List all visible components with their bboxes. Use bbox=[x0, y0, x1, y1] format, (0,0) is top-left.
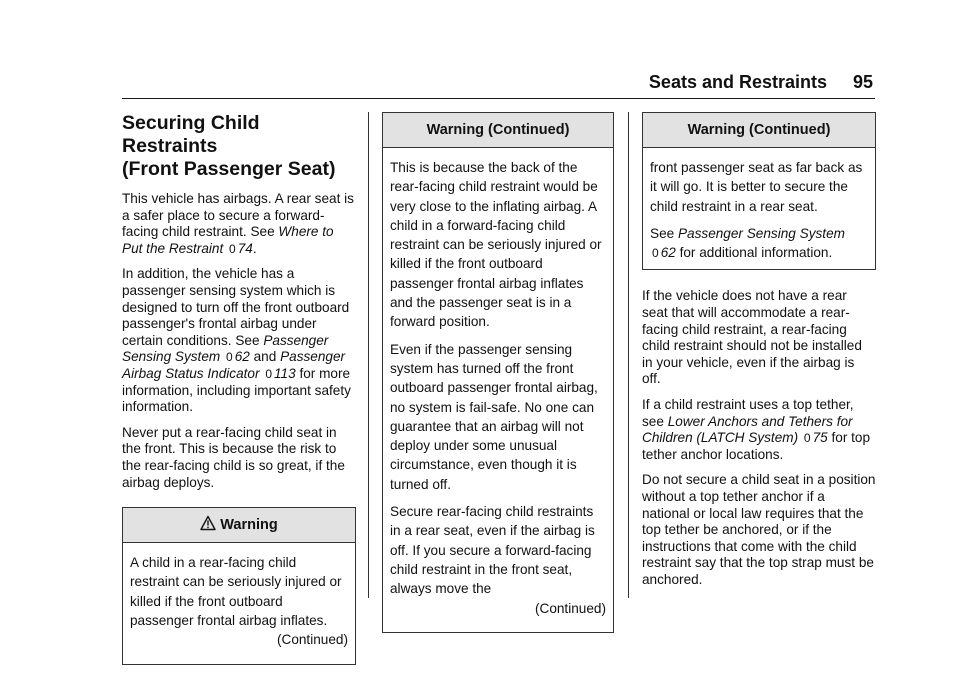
warning-body bbox=[643, 148, 875, 269]
paragraph: Do not secure a child seat in a position without a top tether anchor if a national or local law requires that the top tether be anchored, or if the instructions that come with the child restraint say that the top strap must be anchored. bbox=[642, 472, 876, 587]
paragraph-text: for more information, including important safety information. bbox=[122, 365, 351, 415]
warning-box-continued bbox=[642, 112, 876, 270]
paragraph-text: This vehicle has airbags. A rear seat is a safer place to secure a forward-facing child restraint. See bbox=[122, 191, 354, 240]
section-title: Seats and Restraints bbox=[648, 72, 827, 92]
warning-body bbox=[123, 543, 355, 663]
continued-label: (Continued) bbox=[276, 632, 348, 648]
column-divider bbox=[628, 112, 629, 598]
cross-reference-link[interactable]: Passenger Airbag Status Indicator bbox=[122, 349, 346, 381]
warning-paragraph: This is because the back of the rear-facing child restraint would be very close to the inflating airbag. A child in a forward-facing child restraint can be seriously injured or killed if the front outboard passenger frontal airbag inflates and the passenger seat is in a forward position. bbox=[390, 160, 602, 330]
column-right bbox=[642, 112, 876, 598]
warning-box bbox=[122, 507, 356, 664]
column-left bbox=[122, 112, 356, 665]
warning-triangle-icon bbox=[200, 515, 216, 531]
paragraph-text: If a child restraint uses a top tether, see bbox=[642, 397, 854, 429]
warning-paragraph: front passenger seat as far back as it will go. It is better to secure the child restraint in a rear seat. bbox=[650, 160, 863, 214]
paragraph-text: See bbox=[650, 225, 675, 241]
warning-paragraph: Secure rear-facing child restraints in a rear seat, even if the airbag is off. If you secure a forward-facing child restraint in the front seat, always move the bbox=[390, 504, 595, 597]
paragraph: If the vehicle does not have a rear seat that will accommodate a rear-facing child restraint, a rear-facing child restraint should not be installed in your vehicle, even if the airbag is off. bbox=[642, 288, 862, 387]
page-ref-arrow-icon: 0 bbox=[652, 246, 659, 261]
page-number: 95 bbox=[852, 72, 873, 92]
body-text bbox=[642, 288, 876, 588]
page-ref-arrow-icon: 0 bbox=[229, 241, 236, 256]
warning-paragraph: Even if the passenger sensing system has turned off the front outboard passenger frontal airbag, no system is fail-safe. No one can guarantee that an airbag will not deploy under some unusual circumstance, even though it is turned off. bbox=[390, 341, 598, 492]
paragraph-text: . bbox=[252, 240, 257, 256]
heading-line-1: Securing Child Restraints bbox=[122, 112, 260, 157]
paragraph bbox=[642, 397, 876, 463]
page-header bbox=[122, 70, 875, 99]
warning-box-continued bbox=[382, 112, 614, 633]
reference-page[interactable]: 74 bbox=[237, 240, 253, 256]
reference-page[interactable]: 75 bbox=[812, 430, 828, 446]
paragraph-text: and bbox=[253, 349, 277, 365]
paragraph-text: In addition, the vehicle has a passenger sensing system which is designed to turn off the front outboard passenger's frontal airbag under certain conditions. See bbox=[122, 266, 350, 348]
warning-text: A child in a rear-facing child restraint can be seriously injured or killed if the front outboard passenger frontal airbag inflates. bbox=[130, 555, 342, 628]
continued-label: (Continued) bbox=[534, 600, 606, 616]
page-ref-arrow-icon: 0 bbox=[226, 350, 233, 365]
reference-page[interactable]: 62 bbox=[234, 349, 250, 365]
paragraph bbox=[122, 191, 356, 257]
heading-line-2: (Front Passenger Seat) bbox=[122, 158, 336, 180]
paragraph-text: for additional information. bbox=[679, 245, 833, 261]
section-heading bbox=[122, 112, 356, 181]
page-ref-arrow-icon: 0 bbox=[265, 366, 272, 381]
warning-paragraph bbox=[650, 224, 868, 264]
paragraph: Never put a rear-facing child seat in the front. This is because the risk to the rear-facing child is so great, if the airbag deploys. bbox=[122, 424, 345, 490]
column-middle bbox=[382, 112, 614, 633]
cross-reference-link[interactable]: Where to Put the Restraint bbox=[122, 224, 334, 256]
cross-reference-link[interactable]: Passenger Sensing System bbox=[677, 225, 845, 241]
page-ref-arrow-icon: 0 bbox=[803, 431, 811, 446]
cross-reference-link[interactable]: Passenger Sensing System bbox=[122, 332, 329, 365]
warning-title bbox=[123, 508, 355, 543]
column-divider bbox=[368, 112, 369, 598]
reference-page[interactable]: 113 bbox=[274, 365, 296, 381]
warning-title: Warning (Continued) bbox=[383, 113, 613, 148]
reference-page[interactable]: 62 bbox=[660, 245, 676, 261]
paragraph-text: for top tether anchor locations. bbox=[642, 430, 871, 462]
warning-title-text: Warning bbox=[220, 517, 278, 534]
warning-title: Warning (Continued) bbox=[643, 113, 875, 148]
warning-body bbox=[383, 148, 613, 632]
cross-reference-link[interactable]: Lower Anchors and Tethers for Children (LATCH System) bbox=[642, 413, 853, 446]
paragraph bbox=[122, 266, 356, 415]
